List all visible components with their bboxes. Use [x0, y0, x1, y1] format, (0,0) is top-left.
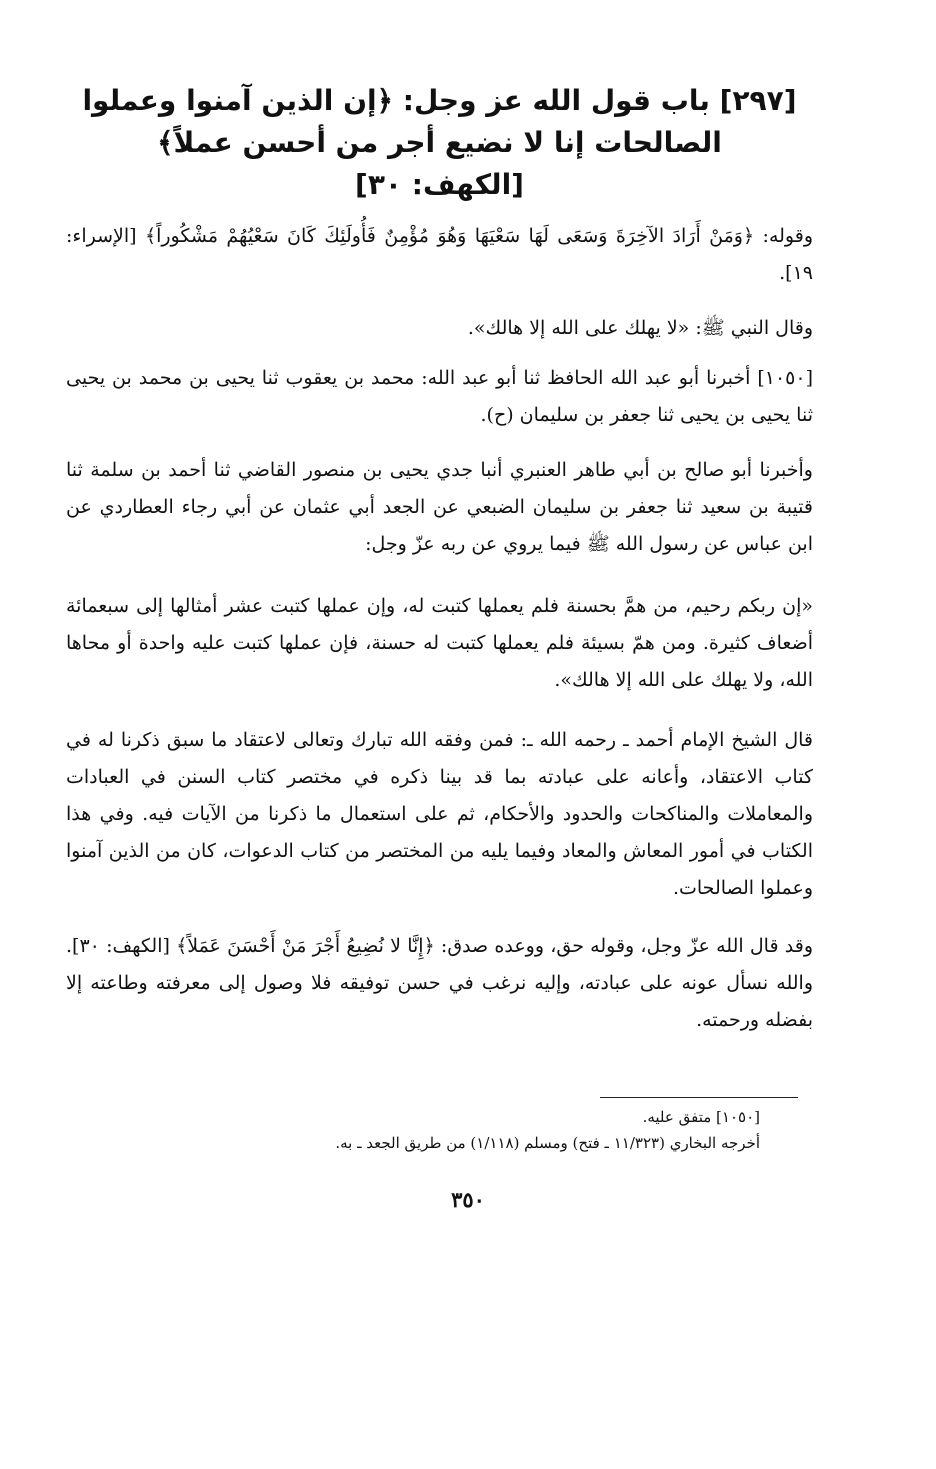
- commentary-text: قال الشيخ الإمام أحمد ـ رحمه الله ـ: فمن وفقه الله تبارك وتعالى لاعتقاد ما سبق ذكرنا له في كتاب الاعتقاد، وأعانه على عبادته بما قد بينا ذكره في مختصر كتاب السنن في العبادات والمعاملات والمناكحات والحدود والأحكام، ثم على استعمال ما ذكرنا من الآيات فيه. وفي هذا الكتاب في أمور المعاش والمعاد وفيما يليه من المختصر من كتاب الدعوات، كان من الذين آمنوا وعملوا الصالحات.: [66, 729, 813, 899]
- hadith-text: «إن ربكم رحيم، من همَّ بحسنة فلم يعملها كتبت له، وإن عملها كتبت عشر أمثالها إلى سبعمائة أضعاف كثيرة. ومن همّ بسيئة فلم يعملها كتبت له حسنة، فإن عملها كتبت عليه واحدة أو محاها الله، ولا يهلك على الله إلا هالك».: [66, 595, 813, 691]
- closing-paragraph: [66, 928, 813, 1039]
- hadith-intro-paragraph: [66, 310, 813, 347]
- chapter-heading-line-1: [٢٩٧] باب قول الله عز وجل: ﴿إن الذين آمنوا وعملوا: [82, 84, 797, 117]
- verse-paragraph: [66, 218, 813, 292]
- isnad-text-2: وأخبرنا أبو صالح بن أبي طاهر العنبري أنبا جدي يحيى بن منصور القاضي ثنا أحمد بن سلمة ثنا قتيبة بن سعيد ثنا جعفر بن سليمان الضبعي عن الجعد أبي عثمان عن أبي رجاء العطاردي عن ابن عباس عن رسول الله ﷺ فيما يروي عن ربه عزّ وجل:: [66, 459, 813, 555]
- footnote-line-1: [١٠٥٠] متفق عليه.: [642, 1108, 760, 1126]
- footnote-line-2: أخرجه البخاري (١١/٣٢٣ ـ فتح) ومسلم (١/١١٨) من طريق الجعد ـ به.: [335, 1134, 760, 1152]
- chapter-heading-line-2: الصالحات إنا لا نضيع أجر من أحسن عملاً﴾: [157, 126, 722, 159]
- isnad-text-1: [١٠٥٠] أخبرنا أبو عبد الله الحافظ ثنا أبو عبد الله: محمد بن يعقوب ثنا يحيى بن محمد بن يحيى ثنا يحيى بن يحيى ثنا جعفر بن سليمان (ح).: [66, 367, 813, 426]
- isnad-paragraph-1: [66, 360, 813, 434]
- chapter-heading-line-3: [الكهف: ٣٠]: [355, 168, 524, 201]
- hadith-intro-text: وقال النبي ﷺ: «لا يهلك على الله إلا هالك».: [467, 317, 813, 339]
- footnotes: [120, 1104, 760, 1156]
- footnote-divider: [600, 1097, 798, 1098]
- verse-text: وقوله: ﴿وَمَنْ أَرَادَ الآخِرَةَ وَسَعَى لَهَا سَعْيَهَا وَهُوَ مُؤْمِنٌ فَأُولَئِكَ كَانَ سَعْيُهُمْ مَشْكُوراً﴾ [الإسراء: ١٩].: [66, 225, 813, 284]
- hadith-text-paragraph: [66, 588, 813, 699]
- chapter-heading: [66, 80, 813, 206]
- commentary-paragraph: [66, 722, 813, 907]
- closing-text: وقد قال الله عزّ وجل، وقوله حق، ووعده صدق: ﴿إِنَّا لا نُضِيعُ أَجْرَ مَنْ أَحْسَنَ عَمَلاً﴾ [الكهف: ٣٠]. والله نسأل عونه على عبادته، وإليه نرغب في حسن توفيقه فلا وصول إلى معرفته وطاعته إلا بفضله ورحمته.: [66, 935, 813, 1031]
- page-number: ٣٥٠: [451, 1187, 485, 1212]
- isnad-paragraph-2: [66, 452, 813, 563]
